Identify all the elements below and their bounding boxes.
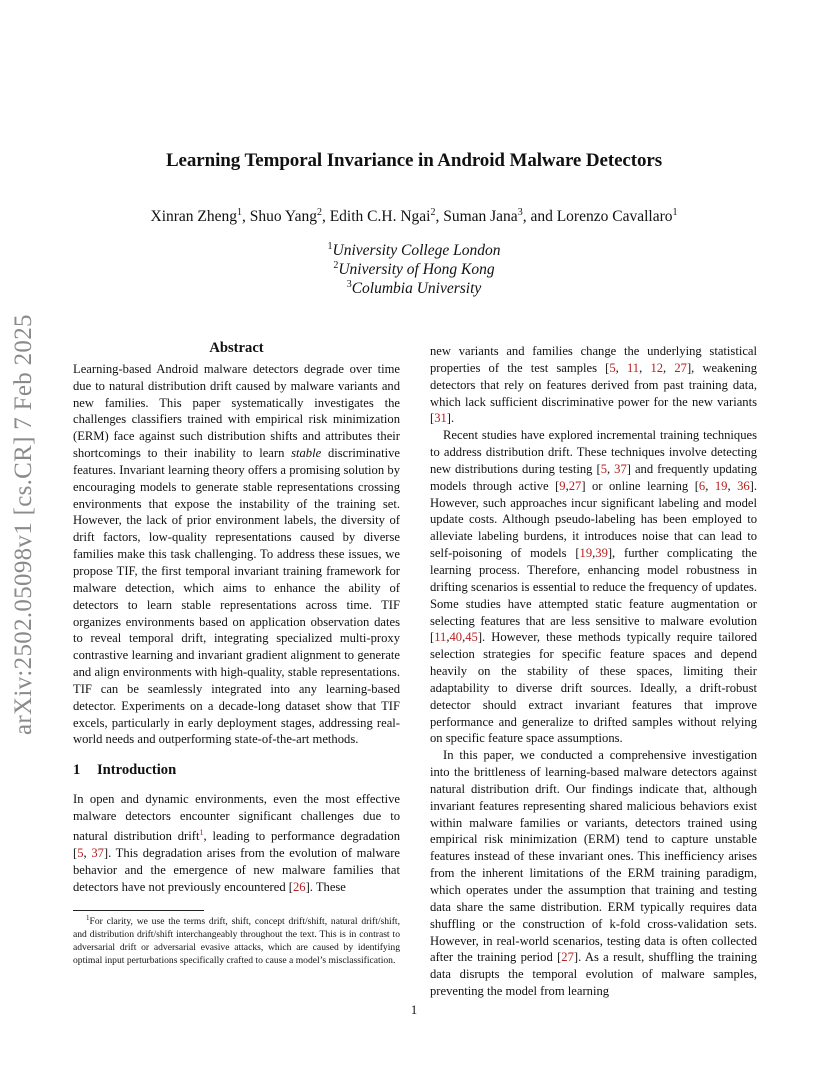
footnote-rule bbox=[73, 910, 204, 911]
footnote-mark: 1 bbox=[86, 914, 90, 922]
affiliation-3 bbox=[0, 279, 828, 298]
citation-link[interactable]: 11 bbox=[434, 630, 447, 645]
citation-link[interactable]: 5 bbox=[77, 845, 84, 860]
intro-paragraph-1-continued: new variants and families change the underlying statistical properties of the test samples [5, 11, 12, 27], weakening detectors that rely on features derived from past training data, which lack sufficient discriminative power for the new variants [31]. bbox=[430, 344, 758, 426]
footnote-reference[interactable]: 1 bbox=[199, 827, 204, 837]
author-name: Lorenzo Cavallaro bbox=[556, 208, 673, 226]
author-list: Xinran Zheng$^1$, Shuo Yang$^2$, Edith C.H. Ngai$^2$, Suman Jana$^3$, and Lorenzo Cavallaro$^1$ bbox=[150, 207, 678, 226]
citation-link[interactable]: 5 bbox=[609, 360, 616, 375]
citation-link[interactable]: 36 bbox=[737, 478, 750, 493]
citation-link[interactable]: 27 bbox=[674, 360, 687, 375]
citation-link[interactable]: 9 bbox=[559, 478, 566, 493]
affiliation-number: 1 bbox=[327, 241, 333, 252]
author-affiliation-mark: 1 bbox=[672, 207, 678, 218]
citation-link[interactable]: 37 bbox=[614, 461, 627, 476]
citation-link[interactable]: 5 bbox=[600, 461, 607, 476]
citation-link[interactable]: 26 bbox=[292, 879, 306, 894]
abstract-heading: Abstract bbox=[209, 340, 264, 356]
affiliation-2 bbox=[0, 260, 828, 279]
author-affiliation-mark: 3 bbox=[517, 207, 523, 218]
citation-link[interactable]: 40 bbox=[449, 630, 463, 645]
author-name: Shuo Yang bbox=[249, 208, 317, 226]
citation-link[interactable]: 19 bbox=[714, 478, 728, 493]
author-affiliation-mark: 2 bbox=[316, 207, 322, 218]
citation-link[interactable]: 19 bbox=[579, 546, 593, 561]
arxiv-stamp: arXiv:2502.05098v1 [cs.CR] 7 Feb 2025 bbox=[10, 314, 37, 736]
intro-paragraph-2: Recent studies have explored incremental training techniques to address distribution drift. These techniques involve detecting new distributions during testing [5, 37] and frequently updating models through active [9,27] or online learning [6, 19, 36]. However, such approaches incur significant labeling and model update costs. Although pseudo-labeling has been employed to alleviate labeling burdens, it introduces noise that can lead to self-poisoning of models [19,39], further complicating the learning process. Therefore, enhancing model robustness in drifting scenarios is essential to reduce the frequency of updates. Some studies have attempted static feature augmentation or selecting features that are less sensitive to malware evolution [11,40,45]. However, these methods typically require tailored selection strategies for specific feature spaces and depend heavily on the stability of these spaces, limiting their adaptability to diverse drift sources. Ideally, a drift-robust detector should extract invariant features that improve performance and generalize to drifted samples without relying on specific feature space assumptions. bbox=[430, 428, 758, 746]
left-column bbox=[73, 340, 400, 895]
section-heading-introduction bbox=[73, 762, 400, 779]
author-name: Suman Jana bbox=[443, 208, 518, 226]
paper-title: Learning Temporal Invariance in Android Malware Detectors bbox=[165, 150, 663, 171]
affiliation-1 bbox=[0, 241, 828, 260]
author-affiliation-mark: 2 bbox=[430, 207, 436, 218]
intro-paragraph-1: In open and dynamic environments, even the most effective malware detectors encounter significant challenges due to natural distribution drift$^1$, leading to performance degradation [5, 37]. This degradation arises from the evolution of malware behavior and the emergence of new malware families that detectors have not previously encountered [26]. These bbox=[73, 792, 401, 894]
affiliation-number: 2 bbox=[333, 260, 339, 271]
author-name: Xinran Zheng bbox=[150, 208, 238, 226]
citation-link[interactable]: 27 bbox=[568, 478, 582, 493]
author-affiliation-mark: 1 bbox=[237, 207, 243, 218]
citation-link[interactable]: 37 bbox=[91, 845, 104, 860]
citation-link[interactable]: 6 bbox=[698, 478, 706, 493]
section-title: Introduction bbox=[97, 762, 177, 779]
affiliation-number: 3 bbox=[346, 279, 352, 290]
affiliation-name: University of Hong Kong bbox=[338, 261, 495, 279]
citation-link[interactable]: 39 bbox=[595, 546, 608, 561]
right-column bbox=[430, 343, 757, 1000]
citation-link[interactable]: 11 bbox=[626, 360, 640, 375]
footnote bbox=[73, 912, 400, 968]
abstract-emphasis: stable bbox=[291, 446, 322, 461]
author-name: Edith C.H. Ngai bbox=[329, 208, 431, 226]
intro-paragraph-3: In this paper, we conducted a comprehensive investigation into the brittleness of learning-based malware detectors against natural distribution drift. Our findings indicate that, although invariant features representing shared malicious behaviors exist within malware families or variants, detectors trained using empirical risk minimization (ERM) tend to capture unstable features instead of these invariant ones. This inefficiency arises from the inherent limitations of the ERM training paradigm, which operates under the assumption that training and testing data share the same distribution. ERM typically requires data shuffling or the construction of k-fold cross-validation sets. However, in real-world scenarios, testing data is often collected after the training period [27]. As a result, shuffling the training data disrupts the temporal evolution of malware samples, preventing the model from learning bbox=[430, 748, 757, 999]
section-number: 1 bbox=[73, 762, 81, 779]
citation-link[interactable]: 27 bbox=[561, 950, 574, 965]
footnote-text: For clarity, we use the terms drift, shift, concept drift/shift, natural drift/shift, and distribution drift/shift interchangeably throughout the text. This is in contrast to adversarial drift or adversarial evasive attacks, which are caused by identifying optimal input perturbations specifically crafted to cause a model’s misclassification. bbox=[73, 916, 400, 966]
affiliation-name: University College London bbox=[332, 242, 501, 260]
affiliation-name: Columbia University bbox=[351, 280, 482, 298]
citation-link[interactable]: 31 bbox=[434, 411, 447, 426]
page-number: 1 bbox=[410, 1003, 418, 1017]
citation-link[interactable]: 12 bbox=[650, 360, 664, 375]
citation-link[interactable]: 45 bbox=[465, 630, 478, 645]
abstract-body: Learning-based Android malware detectors degrade over time due to natural distribution drift caused by malware variants and new families. This paper systematically investigates the challenges classifiers trained with empirical risk minimization (ERM) face against such distribution shifts and attributes their shortcomings to their inability to learn stable discriminative features. Invariant learning theory offers a promising solution by encouraging models to generate stable representations crossing environments that expose the instability of the training set. However, the lack of prior environment labels, the diversity of drift factors, low-quality representations caused by diverse families make this task challenging. To address these issues, we propose TIF, the first temporal invariant training framework for malware detection, which aims to enhance the ability of detectors to learn stable representations across time. TIF organizes environments based on application observation dates to reveal temporal drift, integrating specialized multi-proxy contrastive learning and invariant gradient alignment to generate and align environments with high-quality, stable representations. TIF can be seamlessly integrated into any learning-based detector. Experiments on a decade-long dataset show that TIF excels, particularly in early deployment stages, addressing real-world needs and outperforming state-of-the-art methods. bbox=[73, 361, 400, 747]
